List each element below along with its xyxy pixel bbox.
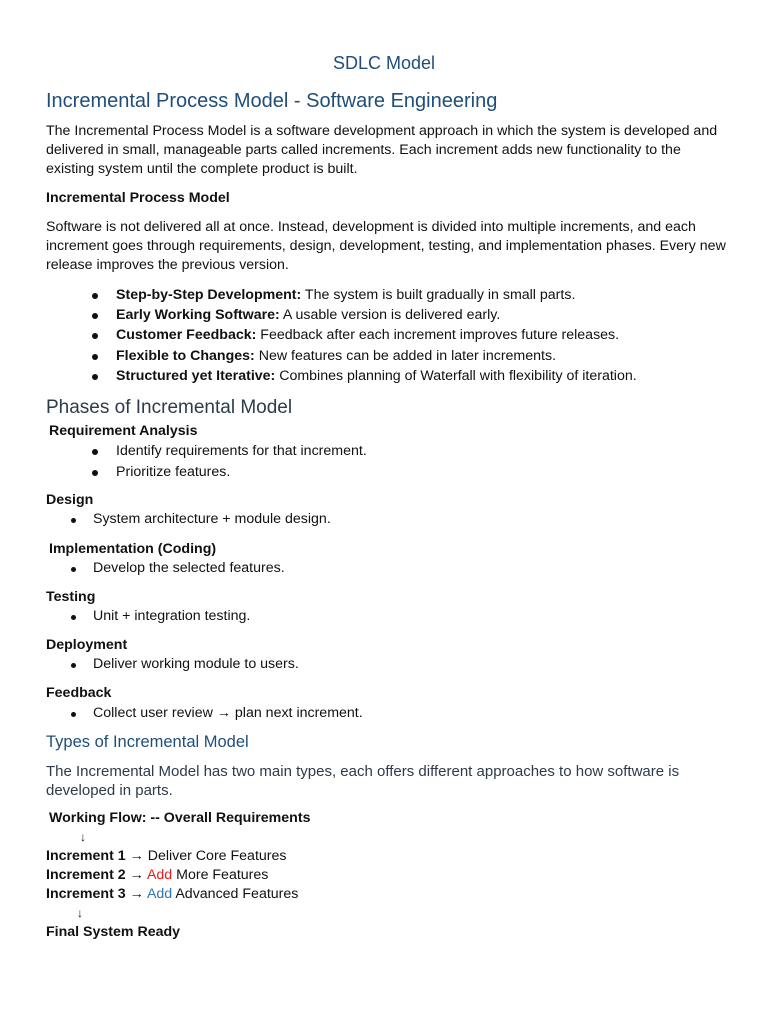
feature-label: Early Working Software: [116, 307, 280, 323]
phases-heading: Phases of Incremental Model [46, 397, 293, 418]
phase-title-implementation: Implementation (Coding) [49, 541, 217, 557]
feature-text: New features can be added in later increments. [254, 348, 557, 364]
phase-item: System architecture + module design. [93, 511, 331, 527]
feature-text: The system is built gradually in small parts. [301, 287, 576, 303]
increment-3 [46, 886, 298, 902]
phase-title-deployment: Deployment [46, 637, 128, 653]
add-keyword: Add [146, 867, 173, 883]
feature-label: Step-by-Step Development: [116, 287, 302, 303]
increment-label: Increment 2 [46, 867, 126, 883]
feature-text: Feedback after each increment improves future releases. [256, 327, 620, 343]
feature-label: Flexible to Changes: [116, 348, 255, 364]
increment-label: Increment 3 [46, 886, 126, 902]
types-paragraph: The Incremental Model has two main types, each offers different approaches to how software is developed in parts. [46, 763, 680, 799]
phase-title-requirement: Requirement Analysis [49, 423, 198, 439]
bullet-icon [92, 449, 98, 455]
phase-item: Identify requirements for that increment. [116, 443, 367, 459]
increment-text: More Features [172, 867, 269, 883]
increment-arrow: → [125, 867, 147, 883]
increment-2 [46, 867, 268, 883]
phase-item: Collect user review → plan next increment. [93, 705, 363, 721]
increment-text: → Deliver Core Features [125, 848, 287, 864]
phase-item: Unit + integration testing. [93, 608, 251, 624]
phase-item: Prioritize features. [116, 464, 231, 480]
feature-text: A usable version is delivered early. [279, 307, 501, 323]
main-heading: Incremental Process Model - Software Engineering [46, 90, 498, 112]
bullet-icon [92, 354, 98, 360]
bullet-icon [71, 712, 76, 717]
phase-title-testing: Testing [46, 589, 96, 605]
feature-label: Structured yet Iterative: [116, 368, 276, 384]
types-heading: Types of Incremental Model [46, 733, 249, 751]
down-arrow-icon: ↓ [77, 906, 83, 920]
flow-title: Working Flow: -- Overall Requirements [49, 810, 311, 826]
add-keyword: Add [146, 886, 173, 902]
bullet-icon [92, 293, 98, 299]
increment-label: Increment 1 [46, 848, 126, 864]
bullet-icon [92, 470, 98, 476]
phase-title-feedback: Feedback [46, 685, 112, 701]
increment-1 [46, 848, 286, 864]
phase-item: Develop the selected features. [93, 560, 285, 576]
bullet-icon [92, 374, 98, 380]
increment-text: Advanced Features [172, 886, 299, 902]
feature-label: Customer Feedback: [116, 327, 257, 343]
final-system: Final System Ready [46, 924, 181, 940]
increment-arrow: → [125, 886, 147, 902]
down-arrow-icon: ↓ [80, 830, 86, 844]
bullet-icon [71, 663, 76, 668]
intro-paragraph: The Incremental Process Model is a software development approach in which the system is developed and delivered in small, manageable parts called increments. Each increment adds new functionality to the existing system until the complete product is built. [46, 123, 718, 177]
bullet-icon [71, 518, 76, 523]
bullet-icon [92, 313, 98, 319]
phase-item: Deliver working module to users. [93, 656, 299, 672]
sub-heading: Incremental Process Model [46, 190, 230, 206]
sub-paragraph: Software is not delivered all at once. Instead, development is divided into multiple increments, and each increment goes through requirements, design, development, testing, and implementation phases. Every new release improves the previous version. [46, 219, 726, 273]
phase-title-design: Design [46, 492, 94, 508]
bullet-icon [71, 567, 76, 572]
bullet-icon [71, 615, 76, 620]
bullet-icon [92, 333, 98, 339]
feature-text: Combines planning of Waterfall with flexibility of iteration. [275, 368, 637, 384]
doc-title: SDLC Model [332, 53, 436, 73]
